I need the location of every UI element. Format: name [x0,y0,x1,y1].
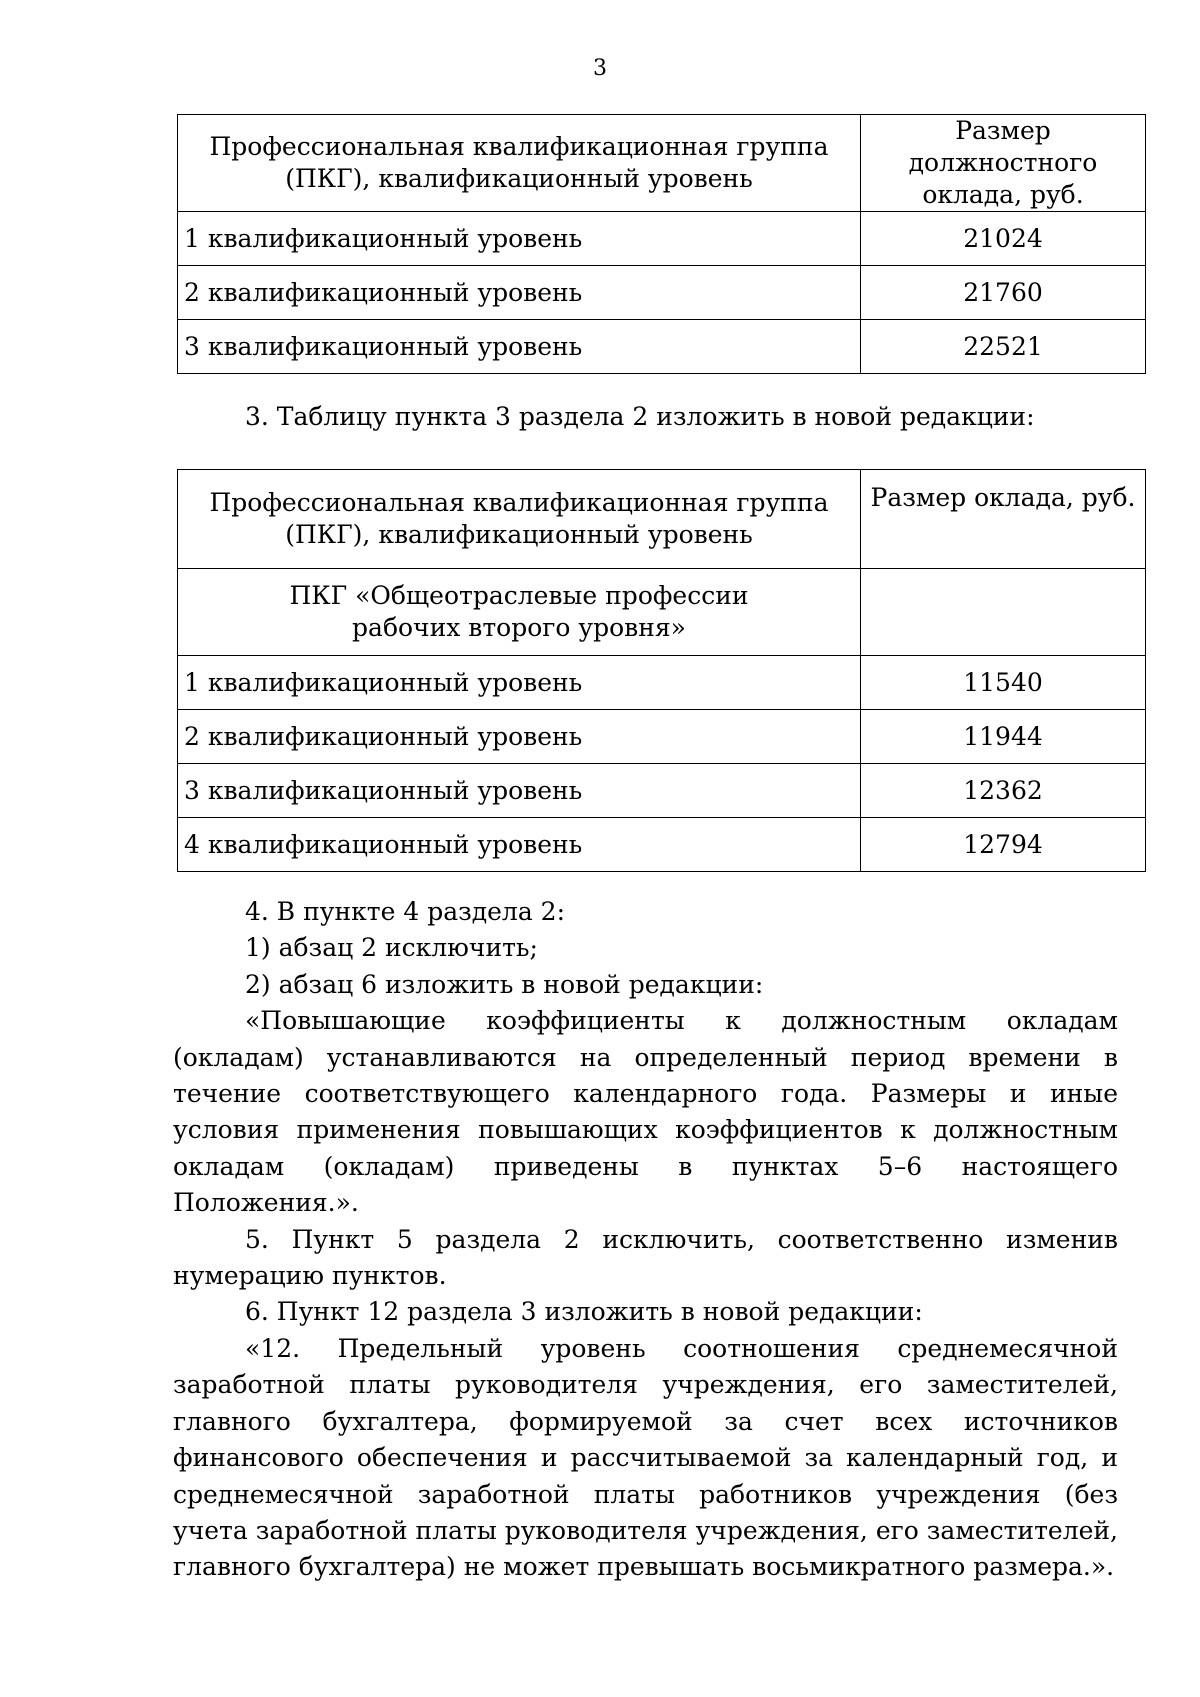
group-salary-cell [861,569,1146,656]
salary-cell: 21760 [861,266,1146,320]
paragraph-quote-item-12: «12. Предельный уровень соотношения среднемесячной заработной платы руководителя учреждения, его заместителей, главного бухгалтера, формируемой за счет всех источников финансового обеспечения и рассчитываемой за календарный год, и среднемесячной заработной платы работников учреждения (без учета заработной платы руководителя учреждения, его заместителей, главного бухгалтера) не может превышать восьмикратного размера.». [173,1333,1118,1582]
body-text-block [173,894,1118,1586]
table-row [178,266,1146,320]
paragraph-item-4: 4. В пункте 4 раздела 2: [245,897,565,926]
table-row [178,320,1146,374]
level-cell: 4 квалификационный уровень [178,818,861,872]
paragraph-quote-coefficients: «Повышающие коэффициенты к должностным окладам (окладам) устанавливаются на определенный период времени в течение соответствующего календарного года. Размеры и иные условия применения повышающих коэффициентов к должностным окладам (окладам) приведены в пунктах 5–6 настоящего Положения.». [173,1006,1118,1218]
table-row [178,212,1146,266]
level-cell: 1 квалификационный уровень [178,212,861,266]
paragraph-item-5: 5. Пункт 5 раздела 2 исключить, соответственно изменив нумерацию пунктов. [173,1224,1118,1291]
salary-cell: 12362 [861,764,1146,818]
salary-cell: 11944 [861,710,1146,764]
item-3-paragraph: 3. Таблицу пункта 3 раздела 2 изложить в новой редакции: [245,402,1035,431]
table-header-row [178,115,1146,212]
salary-cell: 22521 [861,320,1146,374]
salary-cell: 21024 [861,212,1146,266]
level-cell: 3 квалификационный уровень [178,320,861,374]
level-cell: 3 квалификационный уровень [178,764,861,818]
table-row [178,710,1146,764]
salary-cell: 12794 [861,818,1146,872]
group-name-cell [178,569,861,656]
paragraph-subitem-1: 1) абзац 2 исключить; [245,933,538,963]
salary-table-2 [177,469,1146,872]
header-salary: Размер должностного оклада, руб. [861,115,1146,212]
item-3-text-block [173,399,1118,435]
table-row [178,764,1146,818]
paragraph-item-6: 6. Пункт 12 раздела 3 изложить в новой редакции: [245,1297,923,1327]
page-number: 3 [593,56,607,81]
table-row [178,818,1146,872]
header-pkg-level: Профессиональная квалификационная группа (ПКГ), квалификационный уровень [178,115,861,212]
salary-table-1 [177,114,1146,374]
header-salary: Размер оклада, руб. [861,470,1146,569]
paragraph-subitem-2: 2) абзац 6 изложить в новой редакции: [245,969,764,999]
level-cell: 2 квалификационный уровень [178,266,861,320]
salary-cell: 11540 [861,656,1146,710]
group-name-text: ПКГ «Общеотраслевые профессии рабочих второго уровня» [289,581,749,642]
level-cell: 2 квалификационный уровень [178,710,861,764]
table-header-row [178,470,1146,569]
header-pkg-level: Профессиональная квалификационная группа (ПКГ), квалификационный уровень [178,470,861,569]
level-cell: 1 квалификационный уровень [178,656,861,710]
table-row [178,656,1146,710]
table-group-row [178,569,1146,656]
